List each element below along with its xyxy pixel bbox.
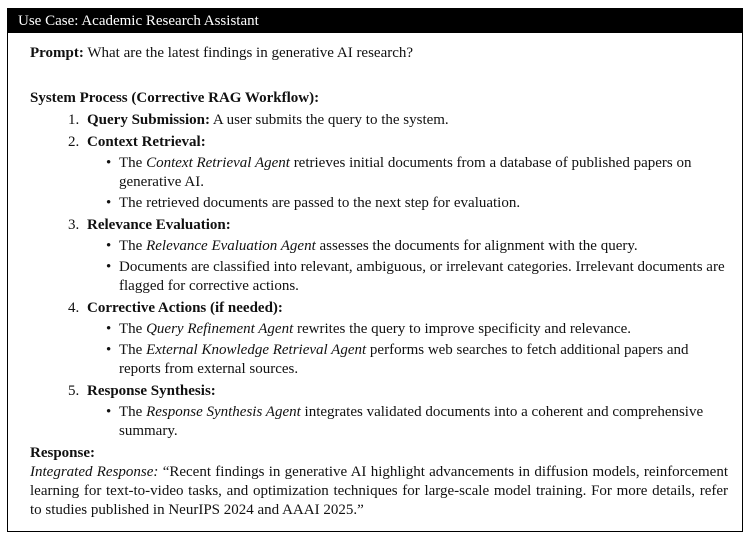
bullet-text: The: [119, 342, 147, 358]
list-item: [30, 341, 728, 379]
agent-name: External Knowledge Retrieval Agent: [146, 342, 367, 358]
bullet-icon: •: [106, 238, 112, 254]
bullet-text: Documents are classified into relevant, ambiguous, or irrelevant categories. Irrelevant documents are flagged for corrective actions.: [119, 259, 725, 294]
step-title: Response Synthesis:: [87, 383, 216, 399]
step-number: 4.: [68, 300, 80, 316]
response-text-block: [30, 463, 728, 520]
list-item: [30, 154, 728, 192]
step-title: Query Submission:: [87, 112, 210, 128]
bullet-icon: •: [106, 404, 112, 420]
bullet-text: The: [119, 321, 147, 337]
system-process-title: System Process (Corrective RAG Workflow):: [30, 90, 320, 106]
bullet-text: The: [119, 238, 147, 254]
response-title: Response:: [30, 445, 96, 461]
step-number: 3.: [68, 217, 80, 233]
bullet-text: The retrieved documents are passed to the next step for evaluation.: [119, 195, 521, 211]
prompt-text: What are the latest findings in generative AI research?: [83, 45, 414, 61]
agent-name: Query Refinement Agent: [146, 321, 294, 337]
bullet-text: performs web searches to fetch additional papers and reports from external sources.: [119, 342, 689, 377]
process-step: [30, 111, 728, 130]
bullet-text: The: [119, 155, 147, 171]
process-step: [30, 133, 728, 213]
step-number: 5.: [68, 383, 80, 399]
bullet-text: integrates validated documents into a coherent and comprehensive summary.: [119, 404, 704, 439]
step-number: 2.: [68, 134, 80, 150]
list-item: [30, 237, 728, 256]
response-text: “Recent findings in generative AI highlight advancements in diffusion models, reinforcement learning for text-to-video tasks, and optimization techniques for large-scale model training. For more details, refer to studies published in NeurIPS 2024 and AAAI 2025.”: [30, 464, 728, 518]
use-case-content: [8, 33, 742, 520]
use-case-title: Use Case: Academic Research Assistant: [18, 13, 259, 29]
bullet-icon: •: [106, 195, 112, 211]
step-title: Relevance Evaluation:: [87, 217, 231, 233]
process-step: [30, 216, 728, 296]
bullet-icon: •: [106, 155, 112, 171]
agent-name: Relevance Evaluation Agent: [146, 238, 316, 254]
bullet-text: rewrites the query to improve specificity and relevance.: [293, 321, 632, 337]
step-title: Context Retrieval:: [87, 134, 206, 150]
list-item: [30, 320, 728, 339]
bullet-text: The: [119, 404, 147, 420]
bullet-text: assesses the documents for alignment with the query.: [315, 238, 638, 254]
bullet-icon: •: [106, 259, 112, 275]
step-number: 1.: [68, 112, 80, 128]
response-label: Integrated Response:: [30, 464, 159, 480]
agent-name: Response Synthesis Agent: [146, 404, 301, 420]
step-text: A user submits the query to the system.: [209, 112, 449, 128]
list-item: [30, 258, 728, 296]
process-steps: [30, 111, 728, 441]
prompt-line: [30, 44, 728, 63]
step-title: Corrective Actions (if needed):: [87, 300, 283, 316]
bullet-text: retrieves initial documents from a database of published papers on generative AI.: [119, 155, 692, 190]
use-case-header: [8, 9, 742, 33]
list-item: [30, 194, 728, 213]
bullet-icon: •: [106, 342, 112, 358]
list-item: [30, 403, 728, 441]
process-step: [30, 382, 728, 441]
process-step: [30, 299, 728, 379]
bullet-icon: •: [106, 321, 112, 337]
agent-name: Context Retrieval Agent: [146, 155, 290, 171]
use-case-box: [7, 8, 743, 532]
prompt-label: Prompt:: [30, 45, 84, 61]
